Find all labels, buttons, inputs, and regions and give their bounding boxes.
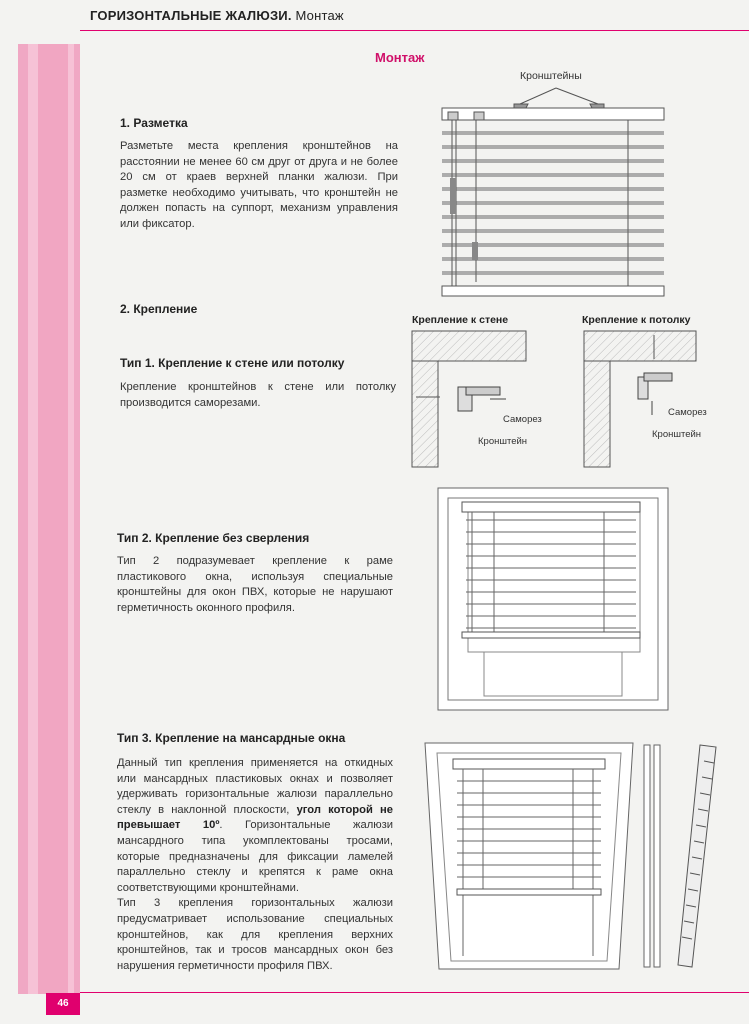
mansard-side-figure — [640, 741, 730, 973]
running-header — [90, 8, 344, 23]
ceiling-screw-label: Саморез — [668, 407, 707, 418]
header-title-bold: ГОРИЗОНТАЛЬНЫЕ ЖАЛЮЗИ. — [90, 8, 292, 23]
page-number: 46 — [46, 993, 80, 1015]
type3-text — [117, 756, 393, 974]
section-title: Монтаж — [375, 50, 425, 65]
type1-text: Крепление кронштейнов к стене или потолку производится саморезами. — [120, 381, 396, 409]
header-title-sub: Монтаж — [291, 8, 344, 23]
type3-heading: Тип 3. Крепление на мансардные окна — [117, 731, 346, 745]
step1-heading: 1. Разметка — [120, 116, 188, 130]
type3-text-angle: угол которой не превышает 10º — [117, 803, 393, 832]
step2-heading: 2. Крепление — [120, 302, 198, 316]
type3-text-part1: Данный тип крепления применяется на откидных или мансардных пластиковых окнах и позволяет удерживать горизонтальные жалюзи параллельно стеклу в наклонной плоскости, — [117, 757, 393, 816]
ceiling-mount-figure — [582, 329, 698, 469]
wall-mount-title: Крепление к стене — [412, 314, 509, 326]
type1-heading: Тип 1. Крепление к стене или потолку — [120, 356, 345, 370]
header-rule — [80, 30, 749, 31]
wall-screw-label: Саморез — [503, 414, 542, 425]
ceiling-mount-title: Крепление к потолку — [582, 314, 691, 326]
type2-heading: Тип 2. Крепление без сверления — [117, 531, 310, 545]
mansard-window-figure — [423, 741, 635, 973]
pvc-window-figure — [436, 486, 670, 712]
brackets-label: Кронштейны — [520, 70, 582, 82]
footer-rule — [80, 992, 749, 993]
wall-bracket-label: Кронштейн — [478, 436, 528, 447]
decorative-side-band-core — [38, 44, 68, 994]
ceiling-bracket-label: Кронштейн — [652, 429, 702, 440]
step1-text: Разметьте места крепления кронштейнов на расстоянии не менее 60 см друг от друга и не более 20 см от краев верхней планки жалюзи. При разметке необходимо учитывать, что кронштейн не должен попасть на суппорт, механизм управления или фиксатор. — [120, 140, 398, 230]
blinds-front-figure — [438, 82, 668, 304]
type3-text-part2: . Горизонтальные жалюзи мансардного типа укомплектованы тросами, которые предназначены для фиксации ламелей параллельно стеклу и крепятся к раме окна соответствующими кронштейнами. — [117, 819, 393, 894]
type2-text: Тип 2 подразумевает крепление к раме пластикового окна, используя специальные кронштейны для окон ПВХ, которые не нарушают герметичность оконного профиля. — [117, 555, 393, 614]
type3-text-part3: Тип 3 крепления горизонтальных жалюзи предусматривает использование специальных кронштейнов, как для крепления верхних кронштейнов, так и тросов мансардных окон без нарушения герметичности профиля ПВХ. — [117, 897, 393, 972]
wall-mount-figure — [410, 329, 528, 469]
